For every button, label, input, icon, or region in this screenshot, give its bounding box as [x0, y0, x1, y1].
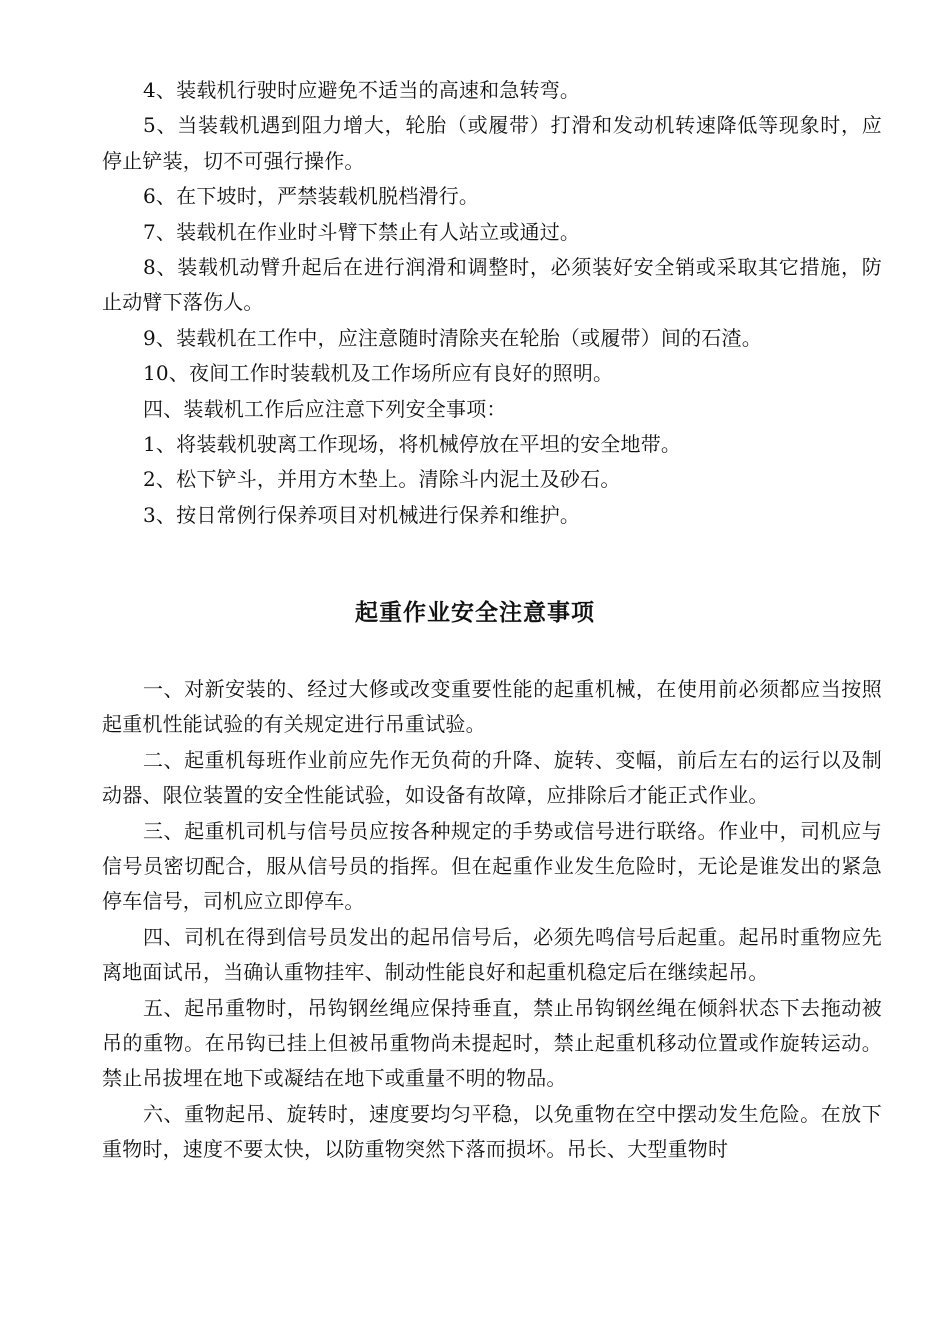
crane-item-1: 一、对新安装的、经过大修或改变重要性能的起重机械，在使用前必须都应当按照起重机性能试验的有关规定进行吊重试验。: [102, 677, 882, 737]
crane-item-5: 五、起吊重物时，吊钩钢丝绳应保持垂直，禁止吊钩钢丝绳在倾斜状态下去拖动被吊的重物。在吊钩已挂上但被吊重物尚未提起时，禁止起重机移动位置或作旋转运动。禁止吊拔埋在地下或凝结在地下或重量不明的物品。: [102, 995, 882, 1091]
crane-item-4: 四、司机在得到信号员发出的起吊信号后，必须先鸣信号后起重。起吊时重物应先离地面试吊，当确认重物挂牢、制动性能良好和起重机稳定后在继续起吊。: [102, 924, 882, 985]
loader-item-5: 5、当装载机遇到阻力增大，轮胎（或履带）打滑和发动机转速降低等现象时，应停止铲装，切不可强行操作。: [102, 113, 882, 173]
loader-safety-section: [102, 73, 882, 533]
loader-after-work-heading: 四、装载机工作后应注意下列安全事项：: [143, 396, 507, 421]
loader-item-8: 8、装载机动臂升起后在进行润滑和调整时，必须装好安全销或采取其它措施，防止动臂下落伤人。: [102, 255, 882, 315]
loader-item-9: 9、装载机在工作中，应注意随时清除夹在轮胎（或履带）间的石渣。: [143, 325, 762, 350]
loader-item-10: 10、夜间工作时装载机及工作场所应有良好的照明。: [143, 361, 614, 386]
loader-item-6: 6、在下坡时，严禁装载机脱档滑行。: [143, 184, 480, 209]
crane-section-title: 起重作业安全注意事项: [355, 600, 595, 626]
after-work-item-1: 1、将装载机驶离工作现场，将机械停放在平坦的安全地带。: [143, 432, 682, 457]
crane-safety-section: [102, 672, 882, 1168]
after-work-item-2: 2、松下铲斗，并用方木垫上。清除斗内泥土及砂石。: [143, 467, 621, 492]
loader-item-4: 4、装载机行驶时应避免不适当的高速和急转弯。: [143, 78, 581, 102]
loader-item-7: 7、装载机在作业时斗臂下禁止有人站立或通过。: [143, 219, 581, 244]
crane-item-6: 六、重物起吊、旋转时，速度要均匀平稳，以免重物在空中摆动发生危险。在放下重物时，速度不要太快，以防重物突然下落而损坏。吊长、大型重物时: [102, 1101, 882, 1162]
crane-item-2: 二、起重机每班作业前应先作无负荷的升降、旋转、变幅，前后左右的运行以及制动器、限位装置的安全性能试验，如设备有故障，应排除后才能正式作业。: [102, 747, 882, 808]
after-work-item-3: 3、按日常例行保养项目对机械进行保养和维护。: [143, 502, 581, 527]
crane-item-3: 三、起重机司机与信号员应按各种规定的手势或信号进行联络。作业中，司机应与信号员密切配合，服从信号员的指挥。但在起重作业发生危险时，无论是谁发出的紧急停车信号，司机应立即停车。: [102, 818, 882, 914]
